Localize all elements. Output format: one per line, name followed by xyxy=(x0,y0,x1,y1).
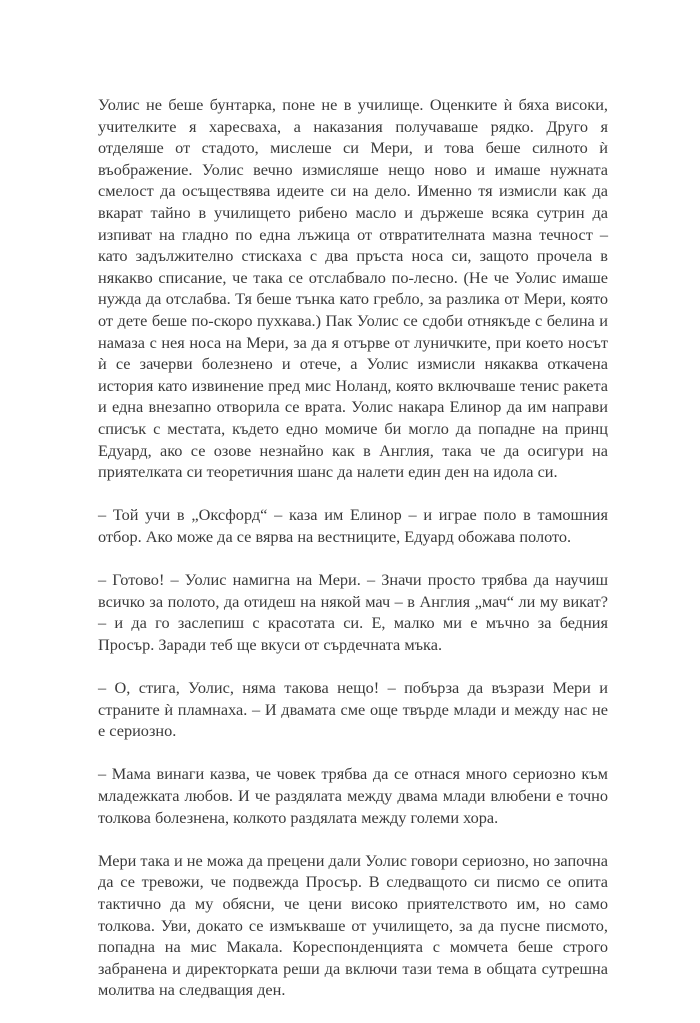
paragraph-3: – Готово! – Уолис намигна на Мери. – Значи просто трябва да научиш всичко за полото, да отидеш на някой мач – в Англия „мач“ ли му викат? – и да го заслепиш с красотата си. Е, малко ми е мъчно за бедния Просър. Заради теб ще вкуси от сърдечната мъка. xyxy=(98,570,608,654)
document-page xyxy=(98,94,608,1023)
paragraph-2: – Той учи в „Оксфорд“ – каза им Елинор – и играе поло в тамошния отбор. Ако може да се вярва на вестниците, Едуард обожава полото. xyxy=(98,505,608,546)
paragraph-1: Уолис не беше бунтарка, поне не в училище. Оценките ѝ бяха високи, учителките я харесваха, а наказания получаваше рядко. Друго я отделяше от стадото, мислеше си Мери, и това беше силното ѝ въображение. Уолис вечно измисляше нещо ново и имаше нужната смелост да осъществява идеите си на дело. Именно тя измисли как да вкарат тайно в училището рибено масло и държеше всяка сутрин да изпиват на гладно по една лъжица от отвратителната мазна течност – като задължително стискаха с два пръста носа си, защото прочела в някакво списание, че така се отслабвало по-лесно. (Не че Уолис имаше нужда да отслабва. Тя беше тънка като гребло, за разлика от Мери, която от дете беше по-скоро пухкава.) Пак Уолис се сдоби отнякъде с белина и намаза с нея носа на Мери, за да я отърве от луничките, при което носът ѝ се зачерви болезнено и отече, а Уолис измисли някаква откачена история като извинение пред мис Ноланд, която включваше тенис ракета и една внезапно отворила се врата. Уолис накара Елинор да им направи списък с местата, където едно момиче би могло да попадне на принц Едуард, ако се озове незнайно как в Англия, така че да осигури на приятелката си теоретичния шанс да налети един ден на идола си. xyxy=(98,95,608,482)
paragraph-5: – Мама винаги казва, че човек трябва да се отнася много сериозно към младежката любов. И че раздялата между двама млади влюбени е точно толкова болезнена, колкото раздялата между големи хора. xyxy=(98,764,608,827)
paragraph-6: Мери така и не можа да прецени дали Уолис говори сериозно, но започна да се тревожи, че подвежда Просър. В следващото си писмо се опита тактично да му обясни, че цени високо приятелството им, но само толкова. Уви, докато се измъкваше от училището, за да пусне писмото, попадна на мис Макала. Кореспонденцията с момчета беше строго забранена и директорката реши да включи тази тема в общата сутрешна молитва на следващия ден. xyxy=(98,850,608,1000)
paragraph-4: – О, стига, Уолис, няма такова нещо! – побърза да възрази Мери и страните ѝ пламнаха. – И двамата сме още твърде млади и между нас не е сериозно. xyxy=(98,678,608,741)
